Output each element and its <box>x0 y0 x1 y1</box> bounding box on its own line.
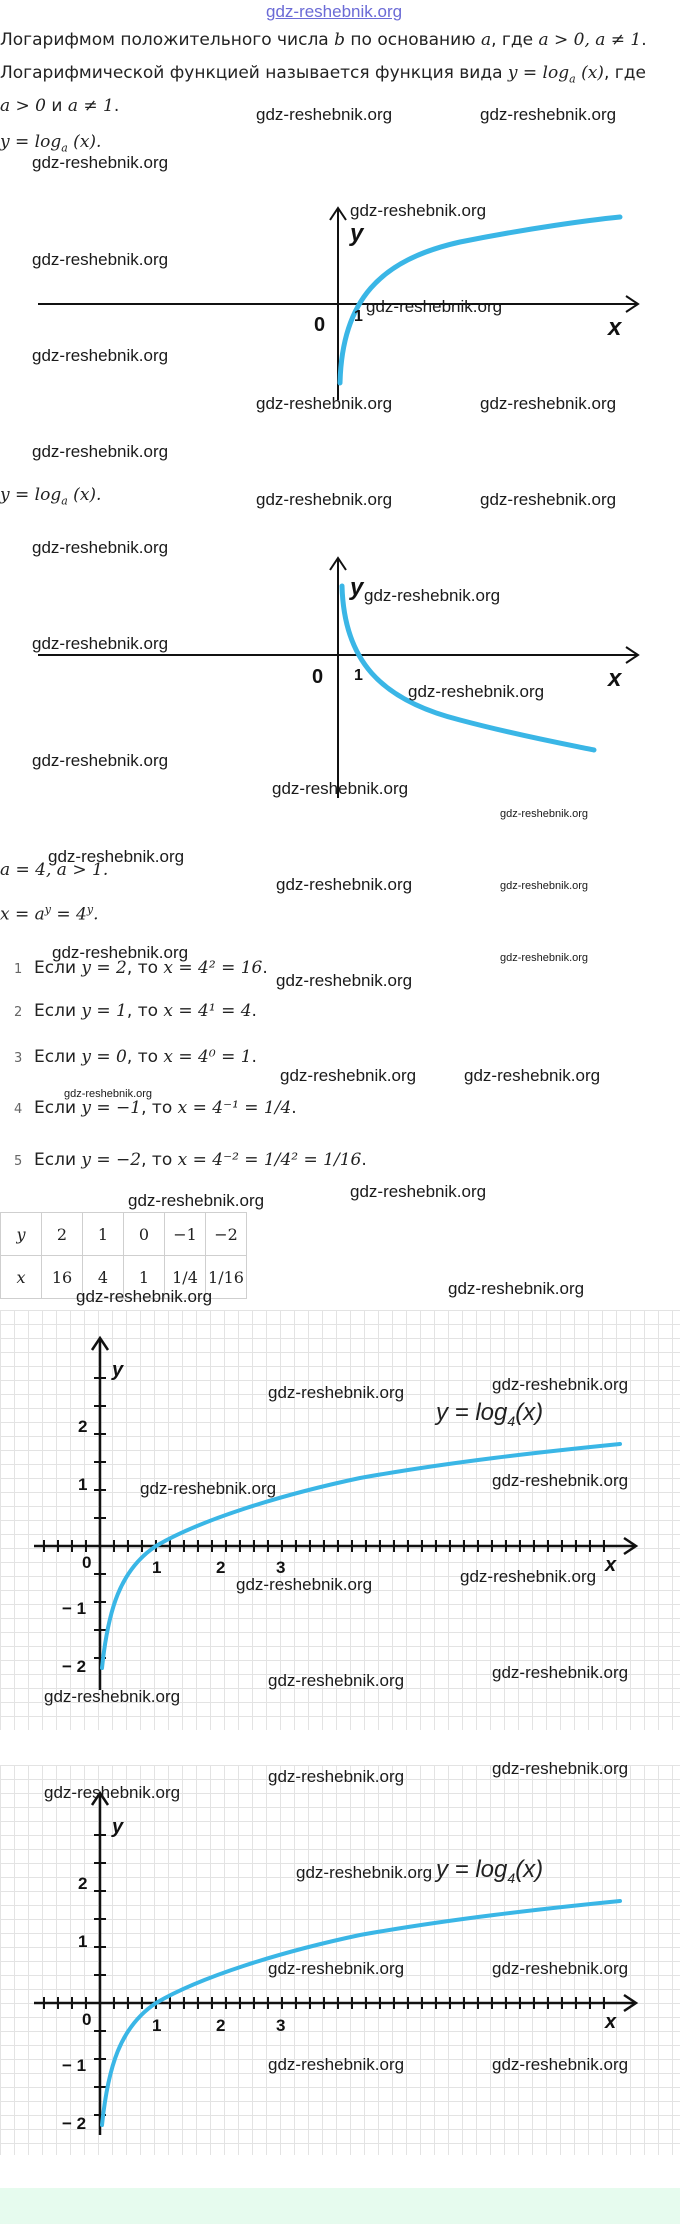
watermark: gdz-reshebnik.org <box>448 1279 585 1298</box>
x-axis-label: x <box>608 665 622 692</box>
log-increasing-graph <box>0 190 680 410</box>
y-tick-label: 2 <box>78 1874 88 1893</box>
x-axis-label: x <box>608 314 622 341</box>
watermark: gdz-reshebnik.org <box>64 1088 153 1100</box>
formula-sub: a <box>61 141 68 155</box>
watermark: gdz-reshebnik.org <box>140 1479 277 1498</box>
formula-text: (x). <box>67 132 102 152</box>
y-axis-label: y <box>350 220 364 247</box>
given-sup: y <box>44 903 51 916</box>
intro-math: a > 0, a ≠ 1 <box>538 30 642 50</box>
formula-text: y = log <box>0 132 62 152</box>
table-cell: −1 <box>165 1213 206 1256</box>
step-math: y = 0 <box>81 1047 127 1067</box>
origin-label: 0 <box>314 314 326 336</box>
watermark: gdz-reshebnik.org <box>128 1191 265 1210</box>
watermark: gdz-reshebnik.org <box>492 1375 629 1394</box>
step-text: Если <box>34 958 82 978</box>
y-axis-label: y <box>112 1359 124 1381</box>
list-number: 5 <box>14 1154 23 1169</box>
given-line-1: a = 4, a > 1. <box>0 860 109 880</box>
x-ticks <box>44 1540 604 1552</box>
intro-math-sub: a <box>569 72 576 86</box>
step-text: . <box>361 1150 367 1170</box>
watermark: gdz-reshebnik.org <box>364 586 501 605</box>
watermark: gdz-reshebnik.org <box>492 1759 629 1778</box>
table-cell: x <box>1 1256 42 1299</box>
watermark: gdz-reshebnik.org <box>32 634 169 653</box>
watermark: gdz-reshebnik.org <box>480 394 617 413</box>
step-text: , то <box>126 1001 164 1021</box>
watermark: gdz-reshebnik.org <box>500 880 589 892</box>
step-math: y = −2 <box>81 1150 142 1170</box>
x-tick-label: 1 <box>152 2016 162 2035</box>
table-cell: 1/4 <box>165 1256 206 1299</box>
watermark: gdz-reshebnik.org <box>32 538 169 557</box>
x-tick-label: 3 <box>276 2016 286 2035</box>
watermark: gdz-reshebnik.org <box>500 952 589 964</box>
step-math: y = −1 <box>81 1098 142 1118</box>
y-tick-label: 1 <box>78 1475 88 1494</box>
y-tick-label: 2 <box>78 1417 88 1436</box>
table-row <box>1 1213 247 1256</box>
watermark: gdz-reshebnik.org <box>480 490 617 509</box>
function-label: $y = \log_4(x)$ <box>436 1399 544 1429</box>
list-number: 3 <box>14 1051 23 1066</box>
watermark: gdz-reshebnik.org <box>32 346 169 365</box>
watermark: gdz-reshebnik.org <box>296 1863 433 1882</box>
watermark: gdz-reshebnik.org <box>32 250 169 269</box>
watermark: gdz-reshebnik.org <box>268 2055 405 2074</box>
table-cell: 2 <box>42 1213 83 1256</box>
watermark: gdz-reshebnik.org <box>280 1066 417 1085</box>
watermark: gdz-reshebnik.org <box>32 751 169 770</box>
y-axis-label: y <box>112 1816 124 1838</box>
watermark: gdz-reshebnik.org <box>492 1663 629 1682</box>
x-tick-label: 2 <box>216 1558 226 1577</box>
watermark: gdz-reshebnik.org <box>268 1959 405 1978</box>
log4-curve <box>102 1901 620 2125</box>
intro-line-2 <box>0 63 646 85</box>
step-text: Если <box>34 1047 82 1067</box>
y-tick-label: 0 <box>82 2010 92 2029</box>
intro-math: a > 0 <box>0 96 47 116</box>
y-tick-label: − 2 <box>62 1657 87 1676</box>
step-text: . <box>262 958 268 978</box>
x-tick-label: 2 <box>216 2016 226 2035</box>
watermark: gdz-reshebnik.org <box>276 875 413 894</box>
formula-sub: a <box>61 494 68 508</box>
watermark: gdz-reshebnik.org <box>272 779 409 798</box>
watermark: gdz-reshebnik.org <box>408 682 545 701</box>
given-line-2 <box>0 903 99 925</box>
given-text: . <box>93 904 99 925</box>
intro-text: по основанию <box>345 30 481 50</box>
step-math: x = 4¹ = 4 <box>163 1001 252 1021</box>
given-sup: y <box>86 903 94 916</box>
y-tick-label: − 2 <box>62 2114 87 2133</box>
formula-2 <box>0 485 101 507</box>
one-label: 1 <box>354 667 363 684</box>
step-text: . <box>251 1047 257 1067</box>
watermark: gdz-reshebnik.org <box>366 297 503 316</box>
formula-1 <box>0 132 101 154</box>
table-cell: 1/16 <box>206 1256 247 1299</box>
intro-line-3 <box>0 96 119 116</box>
intro-math: a <box>480 30 492 50</box>
step-math: y = 1 <box>81 1001 127 1021</box>
table-cell: 1 <box>83 1213 124 1256</box>
watermark: gdz-reshebnik.org <box>492 2055 629 2074</box>
step-text: , то <box>126 1047 164 1067</box>
intro-math: a ≠ 1 <box>67 96 114 116</box>
watermark: gdz-reshebnik.org <box>268 1671 405 1690</box>
intro-math: b <box>334 30 346 50</box>
origin-label: 0 <box>312 666 324 688</box>
y-tick-label: 0 <box>82 1553 92 1572</box>
step-text: , то <box>126 958 164 978</box>
footer-strip <box>0 2188 680 2224</box>
x-tick-label: 1 <box>152 1558 162 1577</box>
step-math: x = 4⁻¹ = 1/4 <box>177 1098 292 1118</box>
watermark: gdz-reshebnik.org <box>32 153 169 172</box>
watermark: gdz-reshebnik.org <box>350 201 487 220</box>
y-tick-label: 1 <box>78 1932 88 1951</box>
formula-text: y = log <box>0 485 62 505</box>
function-label: $y = \log_4(x)$ <box>436 1856 544 1886</box>
watermark: gdz-reshebnik.org <box>500 808 589 820</box>
watermark: gdz-reshebnik.org <box>236 1575 373 1594</box>
watermark: gdz-reshebnik.org <box>256 490 393 509</box>
watermark: gdz-reshebnik.org <box>256 394 393 413</box>
y-axis-label: y <box>350 574 364 601</box>
header-watermark[interactable]: gdz-reshebnik.org <box>266 2 403 21</box>
table-cell: y <box>1 1213 42 1256</box>
intro-text: Логарифмической функцией называется функция вида <box>0 63 508 83</box>
watermark: gdz-reshebnik.org <box>480 105 617 124</box>
intro-math: y = log <box>507 63 570 83</box>
values-table <box>0 1212 247 1299</box>
step-math: x = 4⁰ = 1 <box>163 1047 252 1067</box>
watermark: gdz-reshebnik.org <box>76 1287 213 1306</box>
intro-text: Логарифмом положительного числа <box>0 30 335 50</box>
watermark: gdz-reshebnik.org <box>460 1567 597 1586</box>
x-axis-label: x <box>605 1554 617 1576</box>
watermark: gdz-reshebnik.org <box>276 971 413 990</box>
step-text: Если <box>34 1098 82 1118</box>
x-axis-label: x <box>605 2011 617 2033</box>
log-curve <box>342 586 594 750</box>
watermark: gdz-reshebnik.org <box>268 1767 405 1786</box>
table-cell: −2 <box>206 1213 247 1256</box>
step-text: , то <box>141 1150 178 1170</box>
intro-text: , где <box>603 63 646 83</box>
formula-text: (x). <box>67 485 102 505</box>
watermark: gdz-reshebnik.org <box>44 1783 181 1802</box>
list-number: 1 <box>14 962 23 977</box>
y-tick-label: − 1 <box>62 1599 87 1618</box>
step-text: Если <box>34 1001 82 1021</box>
list-number: 4 <box>14 1102 23 1117</box>
watermark: gdz-reshebnik.org <box>256 105 393 124</box>
step-text: . <box>291 1098 297 1118</box>
watermark: gdz-reshebnik.org <box>52 943 189 962</box>
watermark: gdz-reshebnik.org <box>492 1959 629 1978</box>
watermark: gdz-reshebnik.org <box>32 442 169 461</box>
table-cell: 0 <box>124 1213 165 1256</box>
intro-text: . <box>113 96 120 116</box>
watermark: gdz-reshebnik.org <box>350 1182 487 1201</box>
table-cell: 4 <box>83 1256 124 1299</box>
intro-math: (x) <box>575 63 604 83</box>
step-text: Если <box>34 1150 82 1170</box>
intro-line-1 <box>0 30 647 50</box>
watermark: gdz-reshebnik.org <box>492 1471 629 1490</box>
step-math: y = 2 <box>81 958 127 978</box>
y-tick-label: − 1 <box>62 2056 87 2075</box>
watermark: gdz-reshebnik.org <box>268 1383 405 1402</box>
table-cell: 16 <box>42 1256 83 1299</box>
step-text: . <box>251 1001 257 1021</box>
given-text: = 4 <box>51 904 87 925</box>
watermark: gdz-reshebnik.org <box>48 847 185 866</box>
x-tick-label: 3 <box>276 1558 286 1577</box>
watermark: gdz-reshebnik.org <box>464 1066 601 1085</box>
intro-text: и <box>46 96 68 116</box>
step-text: , то <box>141 1098 178 1118</box>
step-math: x = 4⁻² = 1/4² = 1/16 <box>177 1150 362 1170</box>
x-ticks <box>44 1997 604 2009</box>
watermark: gdz-reshebnik.org <box>44 1687 181 1706</box>
one-label: 1 <box>354 308 363 325</box>
table-cell: 1 <box>124 1256 165 1299</box>
list-number: 2 <box>14 1005 23 1020</box>
intro-text: , где <box>491 30 539 50</box>
step-math: x = 4² = 16 <box>163 958 263 978</box>
intro-text: . <box>641 30 647 50</box>
given-text: x = a <box>0 904 45 925</box>
